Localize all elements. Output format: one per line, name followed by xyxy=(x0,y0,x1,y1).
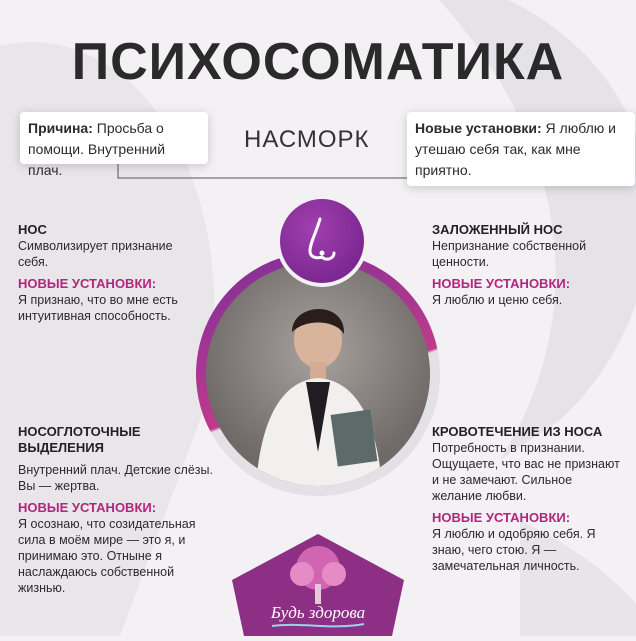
nose-heading: НОС xyxy=(18,222,47,237)
stuffy-nose-block xyxy=(432,222,622,308)
portrait-photo xyxy=(206,262,430,486)
nose-affirmation: Я признаю, что во мне есть интуитивная способность. xyxy=(18,293,178,323)
bleeding-block xyxy=(432,424,622,574)
bleeding-heading: КРОВОТЕЧЕНИЕ ИЗ НОСА xyxy=(432,424,603,439)
new-settings-label: Новые установки: xyxy=(415,120,542,136)
person-illustration xyxy=(206,262,430,486)
center-word: НАСМОРК xyxy=(244,126,370,153)
new-settings-text: Я люблю и утешаю себя так, как мне приятно. xyxy=(415,120,616,178)
nose-block xyxy=(18,222,198,324)
logo xyxy=(232,534,404,636)
nasopharynx-text: Внутренний плач. Детские слёзы. Вы — жертва. xyxy=(18,463,213,493)
bleeding-affirmation: Я люблю и одобряю себя. Я знаю, чего стою. Я — замечательная личность. xyxy=(432,527,596,573)
cause-label: Причина: xyxy=(28,120,93,136)
stuffy-text: Непризнание собственной ценности. xyxy=(432,239,587,269)
nose-icon xyxy=(276,195,368,287)
cause-card xyxy=(20,112,208,178)
nasopharynx-affirmation: Я осознаю, что созидательная сила в моём мире — это я, и принимаю это. Отныне я наслаждаюсь собственной жизнью. xyxy=(18,517,196,595)
bleeding-subheading: НОВЫЕ УСТАНОВКИ: xyxy=(432,510,571,525)
bleeding-text: Потребность в признании. Ощущаете, что вас не признают и не замечают. Сильное желание любви. xyxy=(432,441,620,503)
stuffy-subheading: НОВЫЕ УСТАНОВКИ: xyxy=(432,276,571,291)
nasopharynx-subheading: НОВЫЕ УСТАНОВКИ: xyxy=(18,500,157,515)
page-title: ПСИХОСОМАТИКА xyxy=(71,33,565,91)
new-settings-card xyxy=(407,112,635,186)
stuffy-affirmation: Я люблю и ценю себя. xyxy=(432,293,563,307)
stuffy-heading: ЗАЛОЖЕННЫЙ НОС xyxy=(432,222,563,237)
nose-text: Символизирует признание себя. xyxy=(18,239,173,269)
nose-subheading: НОВЫЕ УСТАНОВКИ: xyxy=(18,276,157,291)
cause-text: Просьба о помощи. Внутренний плач. xyxy=(28,120,166,178)
logo-text: Будь здорова xyxy=(270,603,366,622)
nasopharynx-heading: НОСОГЛОТОЧНЫЕ ВЫДЕЛЕНИЯ xyxy=(18,424,141,455)
nasopharynx-block xyxy=(18,424,218,596)
